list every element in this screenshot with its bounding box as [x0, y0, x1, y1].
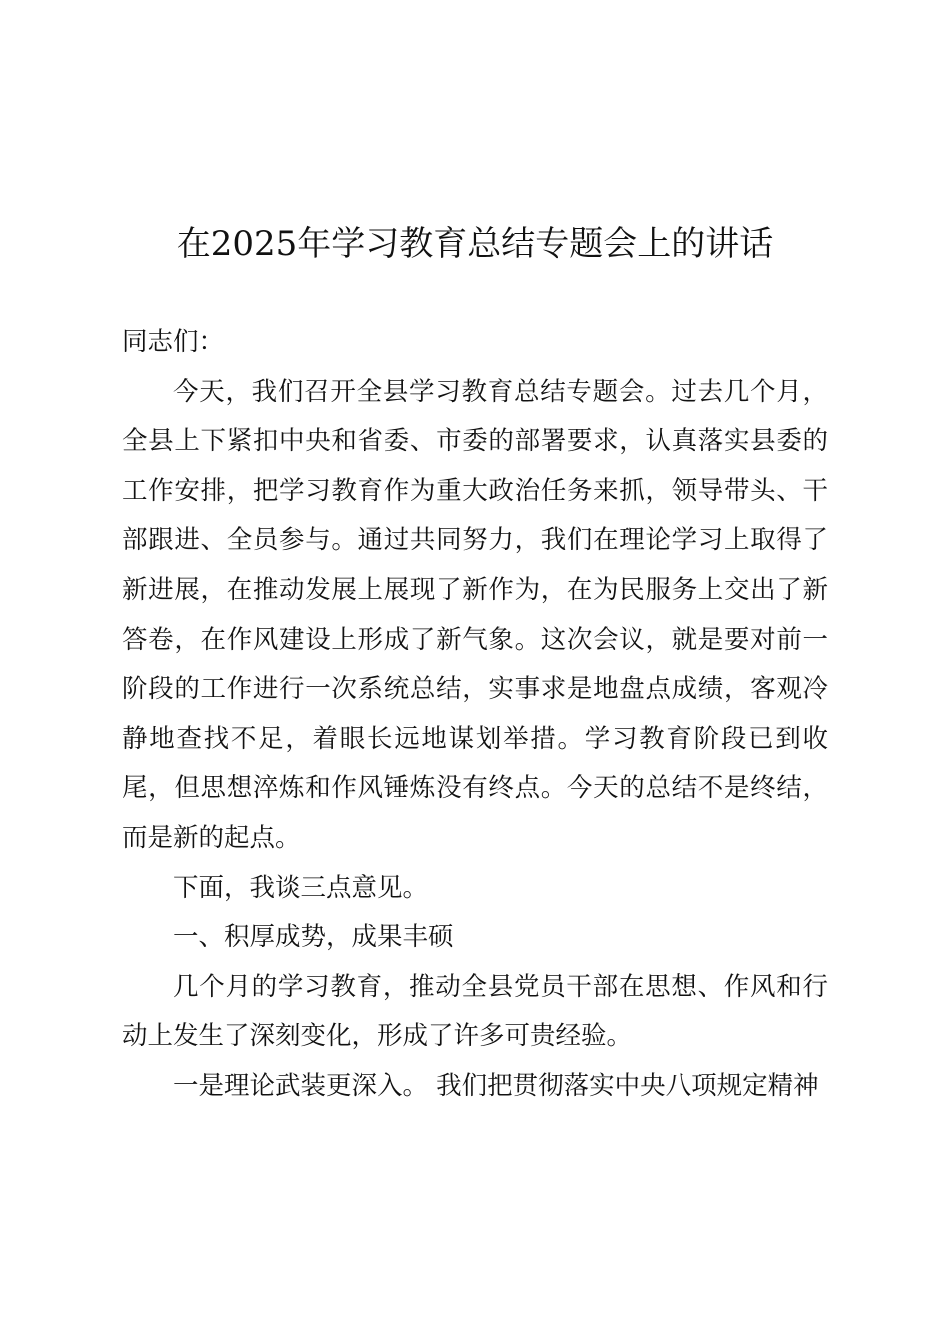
paragraph-intro: 今天，我们召开全县学习教育总结专题会。过去几个月，全县上下紧扣中央和省委、市委的部署要求，认真落实县委的工作安排，把学习教育作为重大政治任务来抓，领导带头、干部跟进、全员参与。通过共同努力，我们在理论学习上取得了新进展，在推动发展上展现了新作为，在为民服务上交出了新答卷，在作风建设上形成了新气象。这次会议，就是要对前一阶段的工作进行一次系统总结，实事求是地盘点成绩，客观冷静地查找不足，着眼长远地谋划举措。学习教育阶段已到收尾，但思想淬炼和作风锤炼没有终点。今天的总结不是终结，而是新的起点。: [122, 376, 828, 853]
document-body: [122, 318, 828, 1112]
salutation: 同志们：: [122, 327, 225, 357]
paragraph-transition: 下面，我谈三点意见。: [173, 872, 429, 903]
paragraph-section-1-intro: 几个月的学习教育，推动全县党员干部在思想、作风和行动上发生了深刻变化，形成了许多可贵经验。: [122, 971, 828, 1052]
section-heading-1: 一、积厚成势，成果丰硕: [173, 922, 454, 953]
document-title: 在2025年学习教育总结专题会上的讲话: [176, 224, 774, 264]
paragraph-point-1: 一是理论武装更深入。 我们把贯彻落实中央八项规定精神: [173, 1070, 819, 1101]
